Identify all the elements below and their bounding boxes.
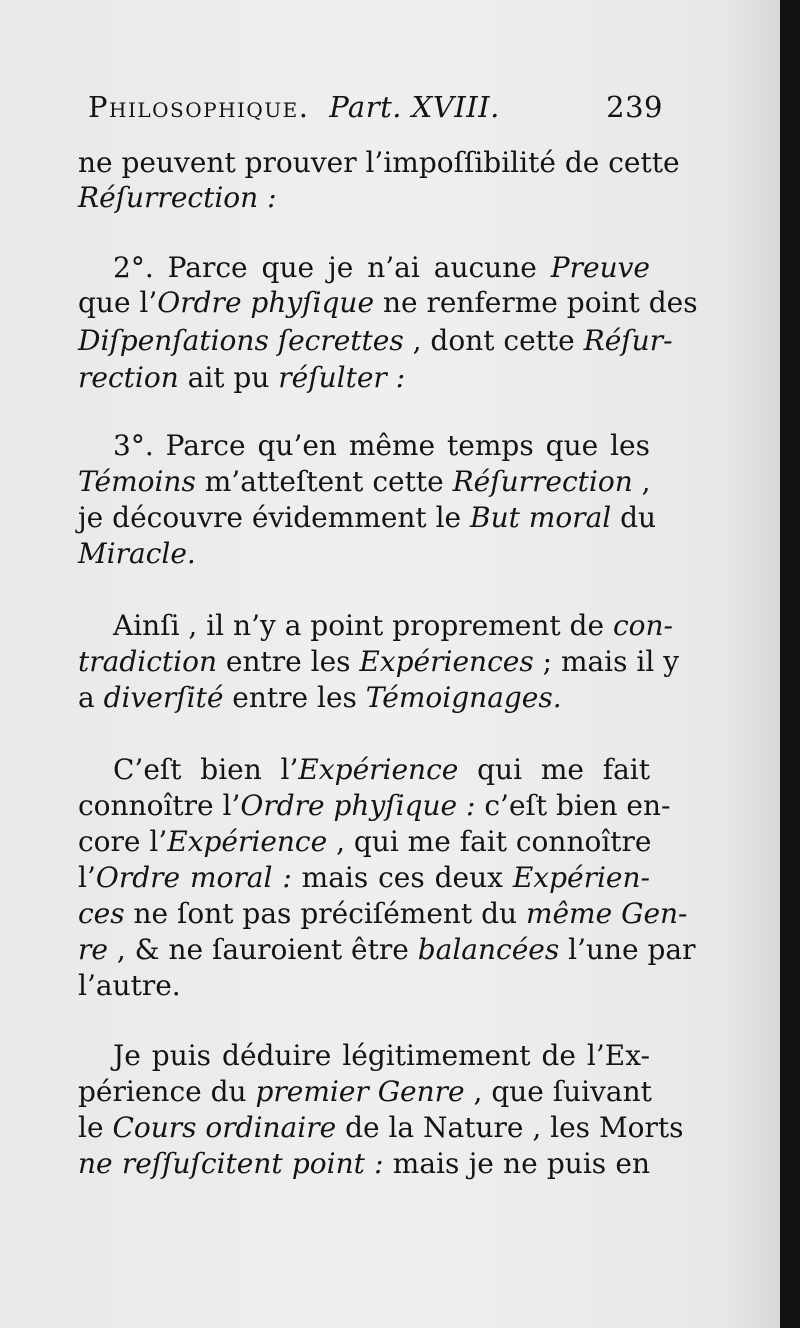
text-line [78, 360, 650, 396]
italic-text: Expérience [298, 753, 459, 786]
italic-text: premier Genre [255, 1075, 465, 1108]
text-span: core l’ [78, 825, 168, 858]
text-line [78, 180, 650, 216]
italic-text: tradiction [78, 645, 217, 678]
italic-text: ces [78, 897, 125, 930]
text-line [78, 788, 671, 824]
text-span: , qui me fait connoître [327, 825, 652, 858]
text-line [78, 1074, 650, 1110]
text-line [113, 1038, 650, 1074]
italic-text: Expérien- [512, 861, 650, 894]
italic-text: Témoignages. [365, 681, 562, 714]
text-span: ne peuvent prouver l’impoſſibilité de cette [78, 146, 680, 179]
text-span: , que ſuivant [464, 1075, 652, 1108]
text-span: 2°. Parce que je n’ai aucune [113, 251, 551, 284]
italic-text: rection [78, 361, 179, 394]
text-span: connoître l’ [78, 789, 241, 822]
text-span: , [632, 465, 651, 498]
text-span: ; mais il y [533, 645, 680, 678]
text-span: l’une par [559, 933, 696, 966]
text-line [78, 500, 657, 536]
italic-text: Diſpenſations ſecrettes [78, 324, 404, 357]
text-line [78, 644, 680, 680]
italic-text: re [78, 933, 108, 966]
italic-text: diverſité [103, 681, 224, 714]
text-line [78, 536, 650, 572]
text-span: l’autre. [78, 969, 181, 1002]
text-line [78, 323, 673, 359]
text-span: ne renferme point des [374, 286, 698, 319]
italic-text: ne reſſuſcitent point : [78, 1147, 384, 1180]
italic-text: Miracle. [78, 537, 196, 570]
text-line [113, 250, 650, 286]
italic-text: Réſurrection : [78, 181, 277, 214]
italic-text: Expériences [359, 645, 534, 678]
page-edge [780, 0, 800, 1328]
running-header [88, 90, 663, 124]
italic-text: balancées [417, 933, 560, 966]
text-line [113, 752, 650, 788]
text-line [113, 608, 673, 644]
text-span: périence du [78, 1075, 256, 1108]
italic-text: Témoins [78, 465, 196, 498]
text-span: 3°. Parce qu’en même temps que les [113, 429, 650, 462]
italic-text: Preuve [550, 251, 650, 284]
header-part: Part. XVIII. [329, 90, 500, 124]
text-span: Ainſi , il n’y a point proprement de [113, 609, 613, 642]
text-line [78, 285, 698, 321]
header-title: Philosophique. [88, 90, 310, 124]
text-line [78, 968, 650, 1004]
text-span: C’eſt bien l’ [113, 753, 299, 786]
italic-text: Cours ordinaire [112, 1111, 337, 1144]
text-span: l’ [78, 861, 96, 894]
text-span: , dont cette [403, 324, 584, 357]
text-span: que l’ [78, 286, 158, 319]
text-line [78, 680, 650, 716]
text-span: mais je ne puis en [383, 1147, 650, 1180]
text-span: , & ne ſauroient être [107, 933, 418, 966]
italic-text: même Gen- [525, 897, 688, 930]
text-span: m’atteſtent cette [195, 465, 453, 498]
page-number: 239 [606, 90, 663, 124]
text-span: entre les [223, 681, 366, 714]
text-line [78, 145, 680, 181]
text-line [78, 932, 696, 968]
italic-text: Réſur- [583, 324, 673, 357]
text-span: je découvre évidemment le [78, 501, 471, 534]
italic-text: But moral [470, 501, 612, 534]
text-line [113, 428, 650, 464]
italic-text: Ordre moral : [95, 861, 292, 894]
text-span: Je puis déduire légitimement de l’Ex- [113, 1039, 650, 1072]
italic-text: réſulter : [278, 361, 406, 394]
text-span: le [78, 1111, 113, 1144]
text-span: c’eſt bien en- [475, 789, 671, 822]
text-line [78, 896, 688, 932]
text-span: ne ſont pas préciſément du [124, 897, 526, 930]
italic-text: con- [612, 609, 673, 642]
italic-text: Ordre phyſique : [240, 789, 476, 822]
text-span: ait pu [178, 361, 279, 394]
italic-text: Réſurrection [452, 465, 633, 498]
text-span: a [78, 681, 104, 714]
italic-text: Expérience [167, 825, 328, 858]
text-line [78, 860, 650, 896]
text-span: de la Nature , les Morts [336, 1111, 684, 1144]
text-span: du [611, 501, 657, 534]
text-line [78, 824, 650, 860]
italic-text: Ordre phyſique [157, 286, 375, 319]
text-span: qui me fait [458, 753, 650, 786]
text-line [78, 1110, 684, 1146]
text-span: entre les [217, 645, 360, 678]
text-line [78, 1146, 650, 1182]
text-line [78, 464, 650, 500]
text-span: mais ces deux [291, 861, 513, 894]
